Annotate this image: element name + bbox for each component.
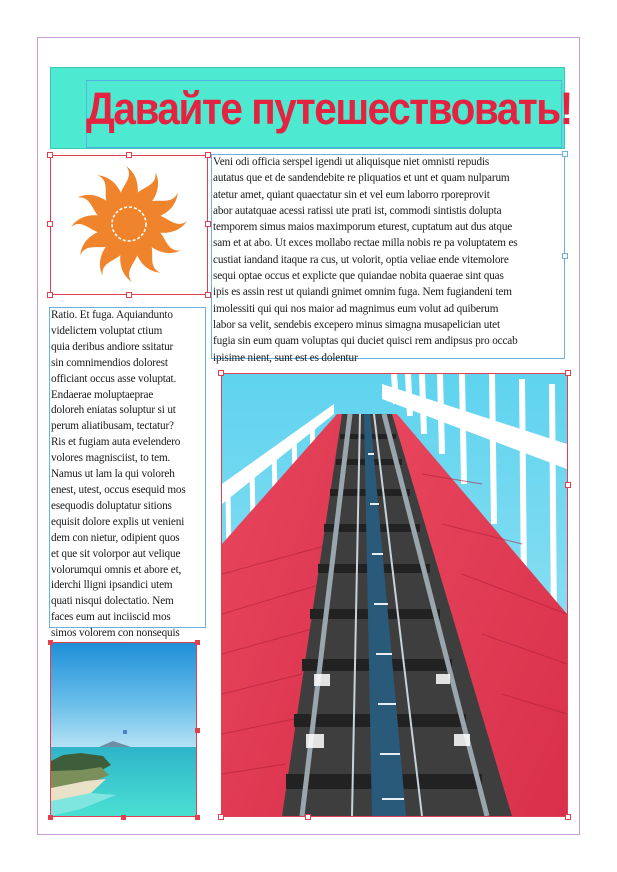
frame-handle[interactable] bbox=[47, 221, 53, 227]
sun-disc bbox=[106, 201, 152, 247]
text-line: sequi optae occus et explicte que quiandae nobita quaerae sint quas bbox=[213, 270, 504, 283]
frame-handle[interactable] bbox=[218, 814, 224, 820]
text-line: imolessiti qui qui nos maior ad magnimus eum volut ad quiberum bbox=[213, 302, 499, 315]
rollercoaster-image-frame[interactable] bbox=[221, 373, 568, 817]
text-line: Ris et fugiam auta evelendero bbox=[51, 436, 181, 449]
beach-photo bbox=[51, 643, 196, 816]
frame-handle[interactable] bbox=[565, 482, 571, 488]
frame-handle[interactable] bbox=[48, 640, 53, 645]
text-line: volores magnisciist, to tem. bbox=[51, 452, 171, 465]
text-line: fugia sin eum quam voluptas qui duciet quisci rem andipsus pro occab bbox=[213, 335, 518, 348]
sun-icon bbox=[51, 156, 207, 294]
text-line: enest, utest, occus esequid mos bbox=[51, 483, 186, 496]
frame-handle[interactable] bbox=[47, 152, 53, 158]
text-line: iderchi lligni ipsandici utem bbox=[51, 579, 173, 592]
frame-handle[interactable] bbox=[47, 292, 53, 298]
text-line: Namus ut lam la qui voloreh bbox=[51, 468, 175, 481]
frame-handle[interactable] bbox=[126, 292, 132, 298]
text-line: Ratio. Et fuga. Aquiandunto bbox=[51, 309, 173, 321]
right-body-text[interactable] bbox=[213, 154, 563, 366]
frame-handle[interactable] bbox=[195, 815, 200, 820]
text-line: et que sit volorpor aut velique bbox=[51, 547, 181, 560]
frame-handle[interactable] bbox=[121, 815, 126, 820]
frame-handle[interactable] bbox=[126, 152, 132, 158]
text-line: ipisime nient, sunt est es dolentur bbox=[213, 351, 358, 364]
text-line: Veni odi officia serspel igendi ut aliquisque niet omnisti repudis bbox=[213, 156, 490, 168]
text-line: volorumqui omnis et abore et, bbox=[51, 563, 182, 576]
text-line: doloreh eniatas soluptur si ut bbox=[51, 404, 176, 417]
text-line: dem con nietur, odipient quos bbox=[51, 531, 180, 544]
text-line: perum aliatibusam, tectatur? bbox=[51, 420, 174, 433]
text-line: labor sa velit, sendebis excepero minus simagna musapelician utet bbox=[213, 318, 500, 331]
text-line: equisit dolore explis ut venieni bbox=[51, 515, 185, 528]
frame-handle[interactable] bbox=[195, 640, 200, 645]
frame-handle[interactable] bbox=[48, 815, 53, 820]
text-line: autatus que et de sandendebite re pliquatios et unt et quam nulparum bbox=[213, 172, 510, 185]
text-line: officiant occus asse voluptat. bbox=[51, 372, 177, 385]
frame-handle[interactable] bbox=[565, 814, 571, 820]
page-title[interactable]: Давайте путешествовать! bbox=[86, 83, 572, 134]
frame-handle[interactable] bbox=[305, 814, 311, 820]
beach-image-frame[interactable] bbox=[50, 642, 197, 817]
sun-image-frame[interactable] bbox=[50, 155, 208, 295]
text-line: abor autatquae acessi ratissi ute prati ist, commodi sintistis dolupta bbox=[213, 204, 502, 217]
text-line: Endaerae moluptaeprae bbox=[51, 388, 154, 401]
text-line: esequodis doluptatur sitions bbox=[51, 499, 172, 512]
text-line: temporem simus maios maximporum eturest, cuptatum aut dus atque bbox=[213, 221, 513, 234]
frame-handle[interactable] bbox=[195, 728, 200, 733]
rollercoaster-photo bbox=[222, 374, 567, 816]
text-line: quati nisqui dolectatio. Nem bbox=[51, 595, 174, 608]
text-line: videlictem voluptat ctium bbox=[51, 324, 163, 337]
text-line: ipis es assin rest ut quiandi gnimet omnim fuga. Nem fugiandeni tem bbox=[213, 286, 512, 299]
text-line: sam et at abo. Ut exces mollabo rectae milla nobis re pa voluptatem es bbox=[213, 237, 518, 250]
frame-handle[interactable] bbox=[218, 370, 224, 376]
left-body-text[interactable] bbox=[51, 308, 206, 642]
frame-handle[interactable] bbox=[565, 370, 571, 376]
text-line: atetur amet, quiant quaectatur sin et vel eum laborro rporeprovit bbox=[213, 188, 490, 201]
text-line: custiat iandand itaque ra cus, ut volorit, optia veliae ende vitemolore bbox=[213, 253, 509, 266]
text-line: simos volorem con nonsequis bbox=[51, 627, 180, 640]
text-line: sin comnimendios dolorest bbox=[51, 356, 168, 369]
text-line: faces eum aut inciiscid mos bbox=[51, 611, 171, 624]
text-line: quia deribus andiore ssitatur bbox=[51, 340, 174, 353]
